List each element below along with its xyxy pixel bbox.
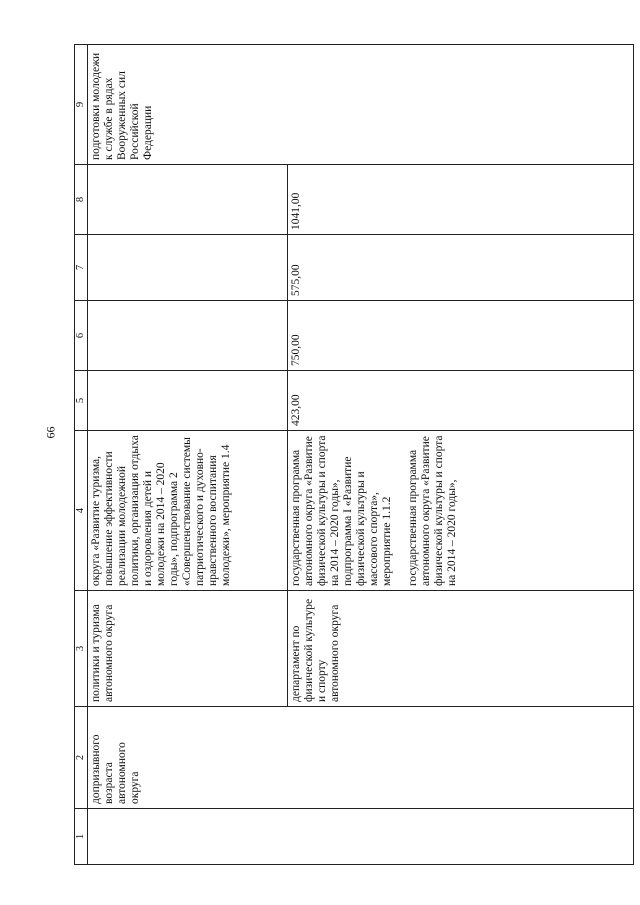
table-row xyxy=(88,45,288,865)
header-cell-2: 2 xyxy=(75,707,88,809)
header-cell-7: 7 xyxy=(75,235,88,301)
header-cell-5: 5 xyxy=(75,371,88,431)
table-cell-program: округа «Развитие туризма, повышение эффективности реализации молодежной политики, организация отдыха и оздоровления детей и молодежи на 2014 – 2020 годы», подпрограмма 2 «Совершенствование системы патриотического и духовно-нравственного воспитания молодежи», мероприятие 1.4 xyxy=(88,431,288,591)
page-number: 66 xyxy=(43,426,58,439)
data-table xyxy=(74,44,634,865)
header-cell-6: 6 xyxy=(75,301,88,371)
table-cell-value-6 xyxy=(88,301,288,371)
header-cell-1: 1 xyxy=(75,809,88,865)
program-text-2: государственная программа автономного округа «Развитие физической культуры и спорта на 2014 – 2020 годы», xyxy=(407,435,458,586)
header-cell-3: 3 xyxy=(75,591,88,707)
table-cell-value-5: 423,00 xyxy=(288,371,634,431)
table-cell-value-8: 1041,00 xyxy=(288,165,634,235)
table-cell-target-group: допризывного возраста автономного округа xyxy=(88,707,634,809)
table-cell-responsible: департамент по физической культуре и спорту автономного округа xyxy=(288,591,634,707)
header-cell-4: 4 xyxy=(75,431,88,591)
table-cell-notes: подготовки молодежи к службе в рядах Вооруженных сил Российской Федерации xyxy=(88,45,634,165)
header-row xyxy=(75,45,88,865)
table-cell-value-7 xyxy=(88,235,288,301)
table-cell-value-5 xyxy=(88,371,288,431)
header-cell-9: 9 xyxy=(75,45,88,165)
table-cell-program xyxy=(288,431,634,591)
table-cell-value-7: 575,00 xyxy=(288,235,634,301)
header-cell-8: 8 xyxy=(75,165,88,235)
program-text-1: государственная программа автономного округа «Развитие физической культуры и спорта на 2014 – 2020 годы», подпрограмма I «Развитие физической культуры и массового спорта», мероприятие 1.1.2 xyxy=(290,435,393,586)
spacer xyxy=(394,435,407,586)
table-cell-number xyxy=(88,809,634,865)
table-cell-value-6: 750,00 xyxy=(288,301,634,371)
table-cell-responsible: политики и туризма автономного округа xyxy=(88,591,288,707)
table-cell-value-8 xyxy=(88,165,288,235)
